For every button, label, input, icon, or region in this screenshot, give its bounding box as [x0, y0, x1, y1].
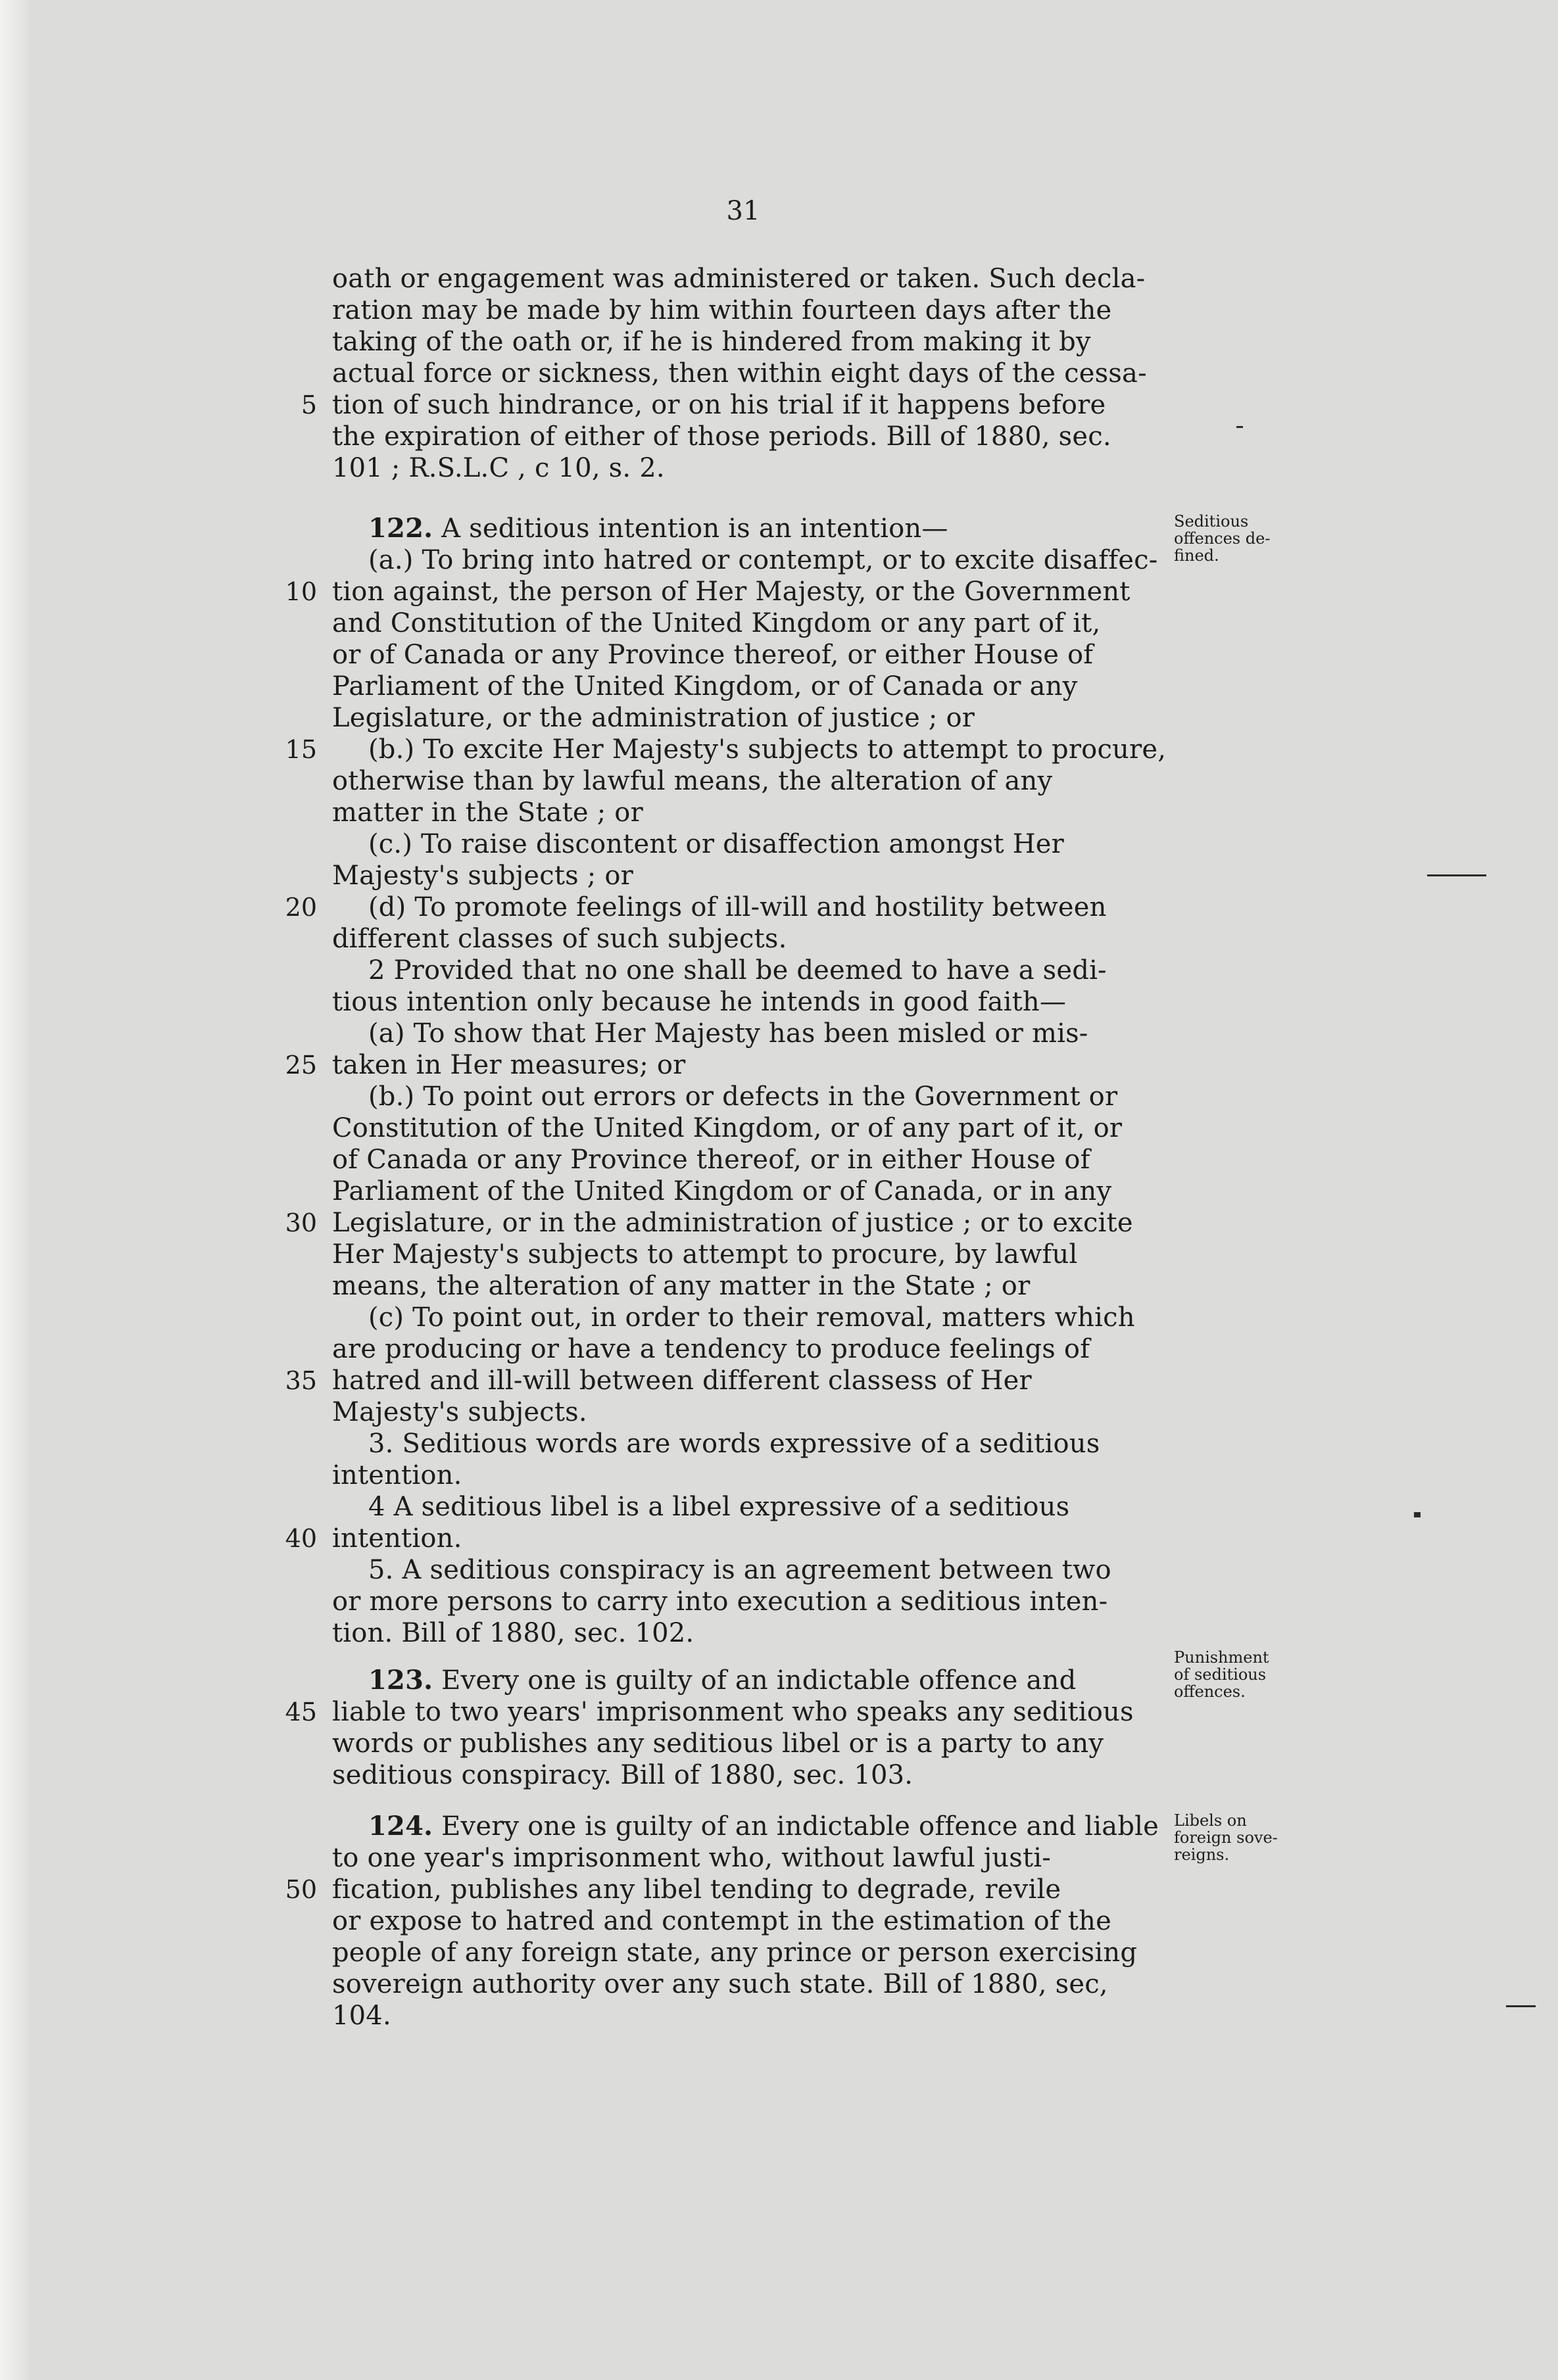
- line-number: 30: [285, 1208, 317, 1237]
- line-number: 5: [301, 391, 317, 419]
- line-text: tion of such hindrance, or on his trial if it happens before: [332, 390, 1106, 420]
- margin-note-line: Libels on: [1174, 1811, 1247, 1830]
- section-number: 124.: [368, 1811, 433, 1842]
- line-number: 45: [285, 1698, 317, 1726]
- text-line: [368, 828, 1154, 860]
- text-line: [332, 389, 1154, 421]
- page-gutter: [0, 0, 32, 2380]
- line-text: Every one is guilty of an indictable offence and: [433, 1665, 1077, 1696]
- text-line: [332, 263, 1154, 295]
- line-text: seditious conspiracy. Bill of 1880, sec. 103.: [332, 1760, 913, 1790]
- line-text: of Canada or any Province thereof, or in either House of: [332, 1145, 1090, 1175]
- text-line: [332, 860, 1154, 892]
- line-text: or expose to hatred and contempt in the estimation of the: [332, 1906, 1111, 1936]
- text-line: [332, 1112, 1154, 1144]
- line-text: (a.) To bring into hatred or contempt, or to excite disaffec-: [368, 545, 1158, 575]
- line-text: Her Majesty's subjects to attempt to procure, by lawful: [332, 1239, 1078, 1270]
- text-line: [332, 639, 1154, 671]
- text-line: [368, 892, 1154, 923]
- scan-mark: [1427, 874, 1486, 876]
- text-line: [332, 923, 1154, 955]
- text-line: [368, 955, 1154, 986]
- line-text: (a) To show that Her Majesty has been misled or mis-: [368, 1018, 1088, 1049]
- scan-mark: [1236, 426, 1243, 428]
- line-text: 5. A seditious conspiracy is an agreement between two: [368, 1555, 1111, 1585]
- text-line: [332, 1937, 1154, 1968]
- margin-note: [1174, 1649, 1325, 1700]
- line-text: (b.) To excite Her Majesty's subjects to attempt to procure,: [368, 734, 1167, 765]
- text-line: [332, 1728, 1154, 1759]
- line-text: words or publishes any seditious libel or is a party to any: [332, 1728, 1104, 1759]
- text-line: [332, 452, 1154, 484]
- line-number: 35: [285, 1366, 317, 1395]
- line-text: Every one is guilty of an indictable offence and liable: [433, 1811, 1159, 1842]
- text-line: [332, 1968, 1154, 2000]
- text-line: [332, 1460, 1154, 1491]
- line-number: 10: [285, 577, 317, 606]
- line-text: 104.: [332, 2001, 391, 2031]
- line-text: taking of the oath or, if he is hindered from making it by: [332, 327, 1091, 357]
- text-line: [332, 1905, 1154, 1937]
- margin-note-line: of seditious: [1174, 1665, 1267, 1684]
- line-text: 3. Seditious words are words expressive of a seditious: [368, 1429, 1100, 1459]
- line-text: Legislature, or in the administration of justice ; or to excite: [332, 1208, 1133, 1238]
- margin-note-line: Seditious: [1174, 512, 1249, 531]
- line-text: oath or engagement was administered or taken. Such decla-: [332, 264, 1146, 294]
- line-text: 2 Provided that no one shall be deemed to have a sedi-: [368, 955, 1107, 986]
- text-line: [332, 326, 1154, 358]
- line-text: ration may be made by him within fourteen days after the: [332, 295, 1112, 325]
- margin-note-line: fined.: [1174, 546, 1219, 565]
- text-line: [332, 1586, 1154, 1617]
- margin-note: [1174, 513, 1325, 564]
- line-text: tious intention only because he intends in good faith—: [332, 987, 1067, 1017]
- text-line: [368, 1428, 1154, 1460]
- text-line: [332, 1842, 1154, 1874]
- line-number: 20: [285, 893, 317, 922]
- text-line: [332, 986, 1154, 1018]
- line-text: means, the alteration of any matter in the State ; or: [332, 1271, 1031, 1301]
- text-line: [332, 1617, 1154, 1649]
- line-text: (b.) To point out errors or defects in the Government or: [368, 1082, 1118, 1112]
- text-line: [332, 1049, 1154, 1081]
- line-text: intention.: [332, 1460, 462, 1490]
- text-line: [332, 295, 1154, 326]
- line-text: or of Canada or any Province thereof, or either House of: [332, 640, 1094, 670]
- line-text: the expiration of either of those periods. Bill of 1880, sec.: [332, 421, 1111, 452]
- line-text: tion against, the person of Her Majesty, or the Government: [332, 577, 1131, 607]
- line-text: actual force or sickness, then within eight days of the cessa-: [332, 358, 1147, 389]
- line-number: 15: [285, 735, 317, 764]
- text-line: [368, 1081, 1154, 1112]
- line-text: to one year's imprisonment who, without lawful justi-: [332, 1843, 1051, 1873]
- margin-note-line: offences.: [1174, 1682, 1246, 1701]
- text-line: [332, 671, 1154, 702]
- text-line: [332, 1176, 1154, 1207]
- scan-mark: [1414, 1512, 1421, 1517]
- line-text: intention.: [332, 1523, 462, 1554]
- section-number: 122.: [368, 513, 433, 544]
- text-line: [332, 607, 1154, 639]
- line-number: 50: [285, 1875, 317, 1904]
- line-text: sovereign authority over any such state. Bill of 1880, sec,: [332, 1969, 1108, 1999]
- line-number: 40: [285, 1524, 317, 1553]
- line-number: 25: [285, 1051, 317, 1080]
- text-line: [332, 421, 1154, 452]
- line-text: or more persons to carry into execution a seditious inten-: [332, 1586, 1108, 1617]
- line-text: otherwise than by lawful means, the alteration of any: [332, 766, 1053, 796]
- text-line: [332, 1696, 1154, 1728]
- line-text: 4 A seditious libel is a libel expressive of a seditious: [368, 1492, 1070, 1522]
- text-line: [332, 765, 1154, 797]
- line-text: Constitution of the United Kingdom, or of any part of it, or: [332, 1113, 1123, 1143]
- line-text: taken in Her measures; or: [332, 1050, 686, 1080]
- line-text: liable to two years' imprisonment who speaks any seditious: [332, 1697, 1134, 1727]
- text-line: [332, 1239, 1154, 1270]
- line-text: Majesty's subjects ; or: [332, 861, 633, 891]
- scan-mark: [1506, 2005, 1536, 2007]
- text-line: [332, 576, 1154, 607]
- line-text: Majesty's subjects.: [332, 1397, 587, 1427]
- margin-note-line: reigns.: [1174, 1845, 1230, 1864]
- text-line: [368, 1811, 1159, 1842]
- margin-note: [1174, 1812, 1325, 1863]
- text-line: [368, 1018, 1154, 1049]
- page-number: 31: [726, 196, 760, 226]
- text-line: [332, 1333, 1154, 1365]
- section-number: 123.: [368, 1665, 433, 1696]
- text-line: [332, 1523, 1154, 1554]
- margin-note-line: Punishment: [1174, 1648, 1269, 1667]
- margin-note-line: offences de-: [1174, 529, 1271, 548]
- text-line: [368, 1554, 1154, 1586]
- text-line: [368, 513, 1154, 544]
- text-line: [332, 797, 1154, 828]
- text-line: [368, 544, 1158, 576]
- text-line: [332, 1207, 1154, 1239]
- line-text: tion. Bill of 1880, sec. 102.: [332, 1618, 694, 1648]
- line-text: are producing or have a tendency to produce feelings of: [332, 1334, 1090, 1364]
- line-text: and Constitution of the United Kingdom or any part of it,: [332, 608, 1101, 638]
- text-line: [368, 1665, 1154, 1696]
- text-line: [332, 358, 1154, 389]
- line-text: hatred and ill-will between different classess of Her: [332, 1366, 1032, 1396]
- text-line: [332, 2000, 1154, 2032]
- margin-note-line: foreign sove-: [1174, 1828, 1278, 1847]
- line-text: people of any foreign state, any prince or person exercising: [332, 1938, 1138, 1968]
- line-text: (c.) To raise discontent or disaffection amongst Her: [368, 829, 1064, 859]
- text-line: [368, 1491, 1154, 1523]
- text-line: [368, 734, 1167, 765]
- line-text: Parliament of the United Kingdom, or of Canada or any: [332, 671, 1078, 702]
- line-text: A seditious intention is an intention—: [433, 513, 948, 544]
- line-text: fication, publishes any libel tending to degrade, revile: [332, 1874, 1061, 1905]
- line-text: 101 ; R.S.L.C , c 10, s. 2.: [332, 453, 665, 483]
- text-line: [332, 1874, 1154, 1905]
- text-line: [332, 1365, 1154, 1396]
- text-line: [332, 1396, 1154, 1428]
- line-text: Legislature, or the administration of justice ; or: [332, 703, 975, 733]
- line-text: Parliament of the United Kingdom or of Canada, or in any: [332, 1176, 1112, 1206]
- line-text: matter in the State ; or: [332, 797, 643, 828]
- text-line: [332, 1270, 1154, 1302]
- line-text: (d) To promote feelings of ill-will and hostility between: [368, 892, 1107, 922]
- line-text: (c) To point out, in order to their removal, matters which: [368, 1302, 1135, 1333]
- text-line: [332, 702, 1154, 734]
- text-line: [332, 1759, 1154, 1791]
- text-line: [332, 1144, 1154, 1176]
- text-line: [368, 1302, 1154, 1333]
- line-text: different classes of such subjects.: [332, 924, 787, 954]
